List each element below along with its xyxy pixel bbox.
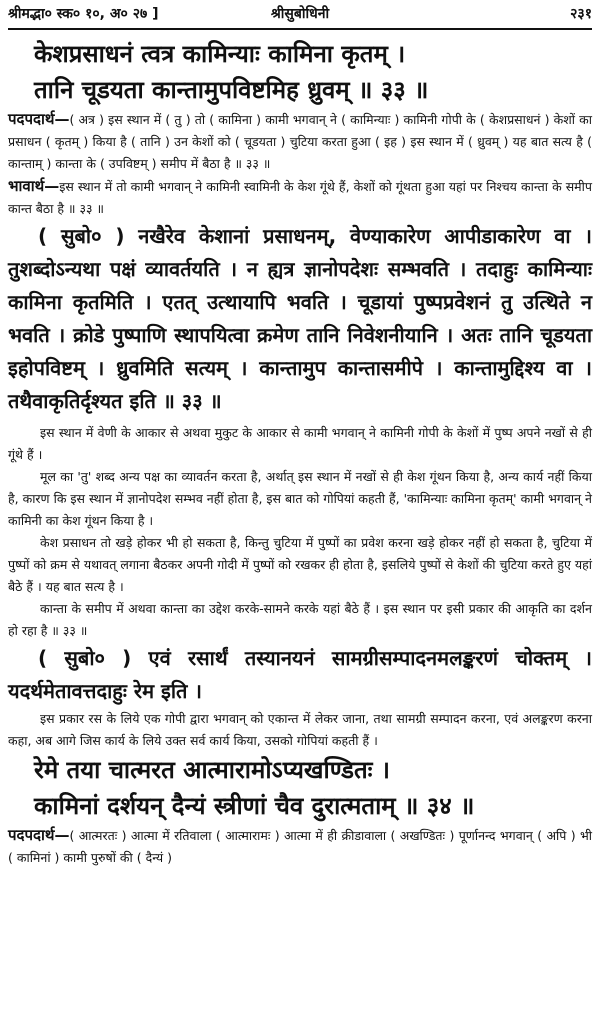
gist-33: [8, 175, 592, 220]
verse-33-line-2: तानि चूडयता कान्तामुपविष्टमिह ध्रुवम् ॥ ३३ ॥: [34, 76, 429, 104]
subodhini-commentary-intro: ( सुबो० ) एवं रसार्थं तस्यानयनं सामग्रीसम्पादनमलङ्करणं चोक्तम् । यदर्थमेतावत्तदाहुः रेम इति ।: [8, 646, 592, 703]
word-meaning-label: पदपदार्थ—: [8, 826, 70, 844]
page-number: २३१: [570, 6, 592, 22]
verse-33-line-1: केशप्रसाधनं त्वत्र कामिन्याः कामिना कृतम् ।: [34, 40, 406, 68]
verse-34-line-2: कामिनां दर्शयन् दैन्यं स्त्रीणां चैव दुरात्मताम् ॥ ३४ ॥: [34, 792, 475, 820]
word-meaning-text: ( आत्मरतः ) आत्मा में रतिवाला ( आत्मारामः ) आत्मा में ही क्रीडावाला ( अखण्डितः ) पूर्णानन्द भगवान् ( अपि ) भी ( कामिनां ) कामी पुरुषों की ( दैन्यं ): [8, 828, 592, 865]
word-meaning-33: [8, 108, 592, 175]
header-title: श्रीसुबोधिनी: [270, 6, 330, 22]
page-header: [8, 4, 592, 26]
hindi-explanation-4: कान्ता के समीप में अथवा कान्ता का उद्देश करके-सामने करके यहां बैठे हैं । इस स्थान पर इसी प्रकार की आकृति का दर्शन हो रहा है ॥ ३३ ॥: [8, 601, 592, 638]
gist-label: भावार्थ—: [8, 177, 60, 195]
hindi-explanation-2: मूल का 'तु' शब्द अन्य पक्ष का व्यावर्तन करता है, अर्थात् इस स्थान में नखों से ही केश गूंथन किया है, अन्य कार्य नहीं किया है, कारण कि इस स्थान में ज्ञानोपदेश सम्भव नहीं होता है, इस बात को गोपियां कहती हैं, 'कामिन्याः कामिना कृतम्' कामी भगवान् ने कामिनी का केश गूंथन किया है ।: [8, 469, 592, 528]
hindi-explanation-intro: इस प्रकार रस के लिये एक गोपी द्वारा भगवान् को एकान्त में लेकर जाना, तथा सामग्री सम्पादन करना, एवं अलङ्करण करना कहा, अब आगे जिस कार्य के लिये उक्त सर्व कार्य किया, उसको गोपियां कहती हैं ।: [8, 711, 592, 748]
word-meaning-text: ( अत्र ) इस स्थान में ( तु ) तो ( कामिना ) कामी भगवान् ने ( कामिन्याः ) कामिनी गोपी के ( केशप्रसाधनं ) केशों का प्रसाधन ( कृतम् ) किया है ( तानि ) उन केशों को ( चूडयता ) चुटिया करता हुआ ( इह ) इस स्थान में ( ध्रुवम् ) यह बात सत्य है ( कान्ताम् ) कान्ता के ( उपविष्टम् ) समीप में बैठा है ॥ ३३ ॥: [8, 112, 592, 171]
header-rule: [8, 28, 592, 30]
word-meaning-label: पदपदार्थ—: [8, 110, 70, 128]
subodhini-commentary-33: ( सुबो० ) नखैरेव केशानां प्रसाधनम्, वेण्याकारेण आपीडाकारेण वा । तुशब्दोऽन्यथा पक्षं व्यावर्तयति । न ह्यत्र ज्ञानोपदेशः सम्भवति । तदाहुः कामिन्याः कामिना कृतमिति । एतत् उत्थायापि भवति । चूडायां पुष्पप्रवेशनं तु उत्थिते न भवति । क्रोडे पुष्पाणि स्थापयित्वा क्रमेण तानि निवेशनीयानि । अतः तानि चूडयता इहोपविष्टम् । ध्रुवमिति सत्यम् । कान्तामुप कान्तासमीपे । कान्तामुद्दिश्य वा । तथैवाकृतिर्दृश्यत इति ॥ ३३ ॥: [8, 224, 592, 413]
verse-34-line-1: रेमे तया चात्मरत आत्मारामोऽप्यखण्डितः ।: [34, 756, 390, 784]
hindi-explanation-1: इस स्थान में वेणी के आकार से अथवा मुकुट के आकार से कामी भगवान् ने कामिनी गोपी के केशों में पुष्प अपने नखों से ही गूंथे हैं ।: [8, 425, 592, 462]
header-reference: श्रीमद्भा० स्क० १०, अ० २७ ]: [8, 6, 159, 22]
gist-text: इस स्थान में तो कामी भगवान् ने कामिनी स्वामिनी के केश गूंथे हैं, केशों को गूंथता हुआ यहां पर निश्चय कान्ता के समीप कान्त बैठा है ॥ ३३ ॥: [8, 179, 592, 216]
hindi-explanation-3: केश प्रसाधन तो खड़े होकर भी हो सकता है, किन्तु चुटिया में पुष्पों का प्रवेश करना खड़े होकर नहीं हो सकता है, चुटिया में पुष्पों को क्रम से यथावत् लगाना बैठकर अपनी गोदी में पुष्पों को रखकर ही होता है, इसलिये पुष्पों से केशों की चुटिया करते हुए यहां बैठे हैं । यह बात सत्य है ।: [8, 535, 592, 594]
word-meaning-34: [8, 824, 592, 869]
